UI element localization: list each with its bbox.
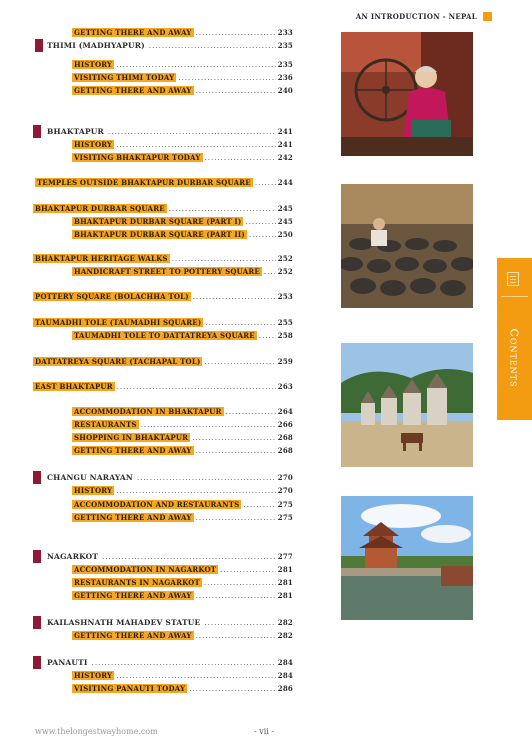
toc-chapter-row[interactable] [45,552,293,561]
toc-page-number: 270 [277,473,293,482]
toc-entry-label: VISITING PANAUTI TODAY [74,684,186,693]
dot-leader [204,358,275,366]
photo-pottery-square [341,184,473,308]
toc-page-number: 245 [277,217,293,226]
page-header [356,12,492,21]
toc-entry-row[interactable] [72,684,293,693]
section-marker [33,550,41,563]
toc-entry-label: GETTING THERE AND AWAY [74,28,192,37]
toc-page-number: 284 [277,658,293,667]
dot-leader [189,685,276,693]
toc-page-number: 240 [277,86,293,95]
toc-page-number: 242 [277,153,293,162]
toc-entry-label: TAUMADHI TOLE TO DATTATREYA SQUARE [74,331,255,340]
toc-entry-row[interactable] [33,357,293,366]
toc-page-number: 266 [277,420,293,429]
toc-entry-row[interactable] [72,60,293,69]
toc-entry-row[interactable] [72,331,293,340]
dot-leader [204,619,275,627]
dot-leader [116,141,276,149]
dot-leader [245,218,275,226]
dot-leader [196,592,276,600]
toc-entry-label: BHAKTAPUR DURBAR SQUARE (PART II) [74,230,245,239]
header-title: AN INTRODUCTION - NEPAL [355,12,477,21]
toc-entry-label: VISITING BHAKTAPUR TODAY [74,153,201,162]
toc-entry-row[interactable] [33,318,293,327]
toc-entry-row[interactable] [72,565,293,574]
toc-entry-label: BHAKTAPUR DURBAR SQUARE [35,204,165,213]
dot-leader [172,255,276,263]
toc-page-number: 281 [277,565,293,574]
dot-leader [196,447,276,455]
contents-side-tab[interactable] [497,258,532,420]
toc-page-number: 275 [277,513,293,522]
footer-website[interactable]: www.thelongestwayhome.com [35,727,158,736]
dot-leader [204,579,276,587]
toc-page-number: 286 [277,684,293,693]
dot-leader [178,74,275,82]
section-marker [33,125,41,138]
dot-leader [259,332,276,340]
dot-leader [193,293,276,301]
toc-page-number: 250 [277,230,293,239]
toc-page-number: 282 [277,631,293,640]
dot-leader [196,632,276,640]
toc-entry-row[interactable] [72,631,293,640]
toc-page-number: 252 [277,267,293,276]
toc-entry-row[interactable] [72,217,293,226]
dot-leader [226,408,276,416]
toc-page-number: 233 [277,28,293,37]
toc-page-number: 245 [277,204,293,213]
toc-chapter-row[interactable] [45,127,293,136]
toc-entry-label: NAGARKOT [47,552,99,561]
toc-entry-label: EAST BHAKTAPUR [35,382,113,391]
toc-entry-label: GETTING THERE AND AWAY [74,446,192,455]
toc-entry-label: ACCOMMODATION IN NAGARKOT [74,565,217,574]
toc-entry-label: BHAKTAPUR DURBAR SQUARE (PART I) [74,217,242,226]
section-marker [33,656,41,669]
toc-entry-row[interactable] [72,591,293,600]
tab-divider [501,296,528,297]
dot-leader [243,501,275,509]
contents-tab-label: Contents [507,328,521,388]
toc-page-number: 241 [277,140,293,149]
photo-temples-with-cow [341,343,473,467]
toc-page-number: 284 [277,671,293,680]
dot-leader [141,421,276,429]
toc-page-number: 253 [277,292,293,301]
toc-entry-row[interactable] [72,513,293,522]
toc-entry-row[interactable] [72,578,293,587]
toc-entry-row[interactable] [72,140,293,149]
dot-leader [116,61,276,69]
toc-page-number: 259 [277,357,293,366]
toc-page-number: 236 [277,73,293,82]
toc-entry-label: HISTORY [74,60,113,69]
toc-page-number: 252 [277,254,293,263]
toc-entry-label: GETTING THERE AND AWAY [74,631,192,640]
toc-page-number: 277 [277,552,293,561]
toc-page-number: 268 [277,433,293,442]
toc-page-number: 235 [277,60,293,69]
toc-entry-label: VISITING THIMI TODAY [74,73,175,82]
toc-entry-label: HANDICRAFT STREET TO POTTERY SQUARE [74,267,260,276]
toc-chapter-row[interactable] [45,618,293,627]
toc-entry-row[interactable] [72,500,293,509]
toc-entry-row[interactable] [72,267,293,276]
dot-leader [196,514,276,522]
toc-entry-row[interactable] [72,446,293,455]
toc-entry-label: ACCOMMODATION AND RESTAURANTS [74,500,240,509]
toc-page-number: 270 [277,486,293,495]
toc-entry-row[interactable] [72,73,293,82]
dot-leader [196,29,276,37]
dot-leader [92,659,276,667]
toc-entry-row[interactable] [72,230,293,239]
toc-entry-row[interactable] [33,204,293,213]
header-accent-square [483,12,492,21]
toc-entry-row[interactable] [72,407,293,416]
dot-leader [255,179,276,187]
toc-entry-row[interactable] [72,486,293,495]
dot-leader [169,205,276,213]
toc-entry-label: DATTATREYA SQUARE (TACHAPAL TOL) [35,357,201,366]
toc-page-number: 255 [277,318,293,327]
toc-entry-label: RESTAURANTS [74,420,137,429]
footer-page-number: - vii - [254,727,275,736]
section-marker [33,471,41,484]
section-marker [33,616,41,629]
toc-entry-label: SHOPPING IN BHAKTAPUR [74,433,189,442]
toc-entry-row[interactable] [72,433,293,442]
dot-leader [149,42,276,50]
dot-leader [102,553,276,561]
toc-page-number: 244 [277,178,293,187]
dot-leader [264,268,276,276]
dot-leader [249,231,276,239]
toc-entry-label: BHAKTAPUR [47,127,104,136]
dot-leader [137,474,276,482]
dot-leader [220,566,276,574]
toc-page-number: 258 [277,331,293,340]
toc-entry-label: RESTAURANTS IN NAGARKOT [74,578,200,587]
toc-entry-label: TEMPLES OUTSIDE BHAKTAPUR DURBAR SQUARE [37,178,251,187]
toc-page-number: 275 [277,500,293,509]
dot-leader [116,487,276,495]
toc-entry-label: HISTORY [74,486,113,495]
toc-entry-label: GETTING THERE AND AWAY [74,513,192,522]
toc-entry-label: BHAKTAPUR HERITAGE WALKS [35,254,168,263]
toc-page-number: 268 [277,446,293,455]
dot-leader [192,434,276,442]
toc-page-number: 241 [277,127,293,136]
toc-entry-label: PANAUTI [47,658,88,667]
section-marker [35,39,43,52]
toc-entry-label: HISTORY [74,140,113,149]
toc-entry-row[interactable] [33,292,293,301]
toc-entry-label: ACCOMMODATION IN BHAKTAPUR [74,407,222,416]
toc-page-number: 281 [277,591,293,600]
dot-leader [108,128,276,136]
toc-entry-row[interactable] [72,671,293,680]
toc-entry-label: CHANGU NARAYAN [47,473,133,482]
photo-panauti-temple-river [341,496,473,620]
toc-entry-row[interactable] [72,28,293,37]
toc-page-number: 264 [277,407,293,416]
dot-leader [116,672,276,680]
toc-entry-row[interactable] [35,178,293,187]
dot-leader [205,319,275,327]
toc-entry-label: GETTING THERE AND AWAY [74,86,192,95]
toc-entry-row[interactable] [33,254,293,263]
toc-entry-label: THIMI (MADHYAPUR) [47,41,145,50]
toc-page-number: 281 [277,578,293,587]
document-icon [507,272,519,286]
toc-entry-row[interactable] [72,153,293,162]
toc-entry-label: HISTORY [74,671,113,680]
toc-entry-row[interactable] [72,420,293,429]
toc-entry-row[interactable] [33,382,293,391]
toc-entry-label: GETTING THERE AND AWAY [74,591,192,600]
toc-entry-label: KAILASHNATH MAHADEV STATUE [47,618,201,627]
toc-entry-label: TAUMADHI TOLE (TAUMADHI SQUARE) [35,318,202,327]
toc-entry-row[interactable] [72,86,293,95]
toc-page-number: 235 [277,41,293,50]
toc-page-number: 282 [277,618,293,627]
toc-chapter-row[interactable] [45,658,293,667]
dot-leader [205,154,276,162]
toc-chapter-row[interactable] [45,41,293,50]
toc-page-number: 263 [277,382,293,391]
toc-chapter-row[interactable] [45,473,293,482]
toc-entry-label: POTTERY SQUARE (BOLACHHA TOL) [35,292,189,301]
dot-leader [117,383,276,391]
photo-woman-spinning-wheel [341,32,473,156]
dot-leader [196,87,276,95]
